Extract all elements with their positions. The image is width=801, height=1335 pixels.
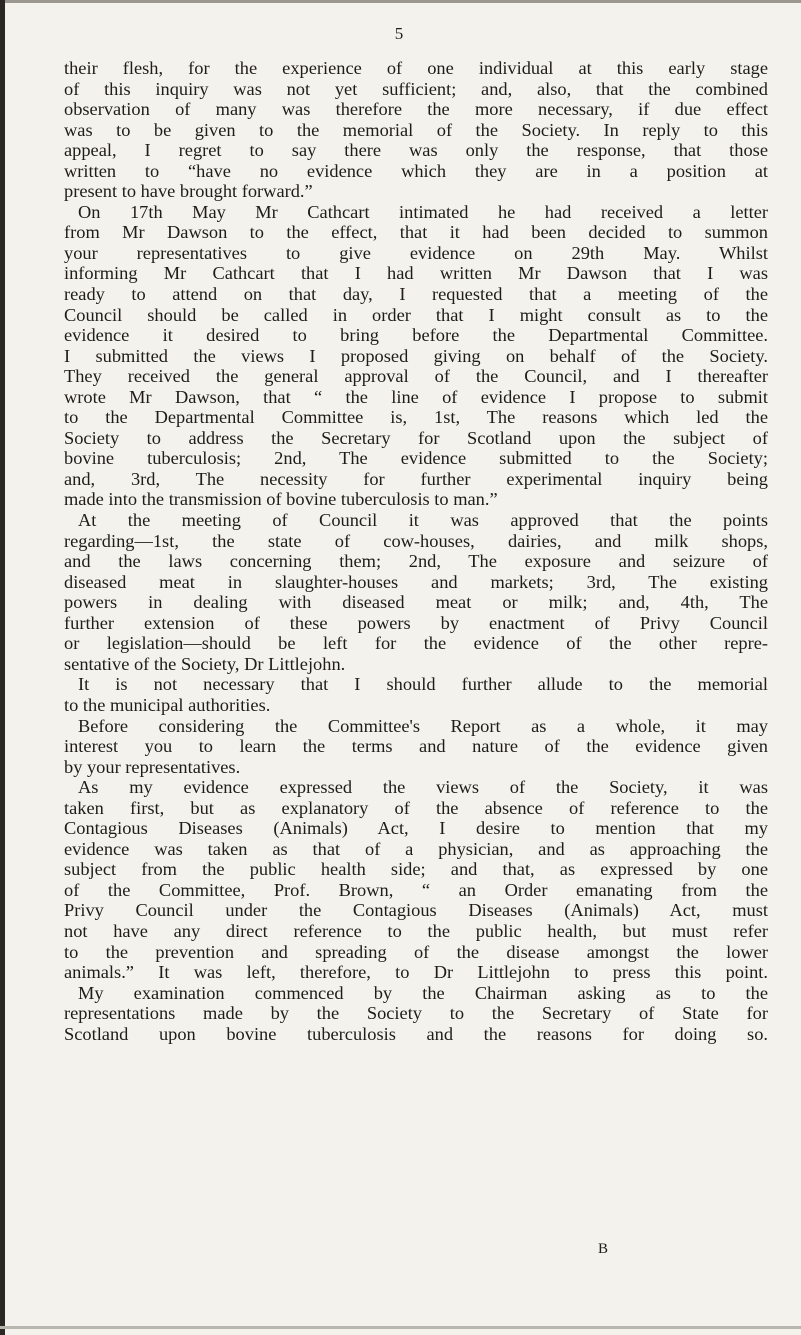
text-line: your representatives to give evidence on 29th May. Whilst bbox=[64, 242, 768, 263]
text-line: informing Mr Cathcart that I had written Mr Dawson that I was bbox=[64, 263, 768, 284]
text-line: was to be given to the memorial of the Society. In reply to this bbox=[64, 119, 768, 140]
text-line: and, 3rd, The necessity for further experimental inquiry being bbox=[64, 468, 768, 489]
text-line: Contagious Diseases (Animals) Act, I desire to mention that my bbox=[64, 818, 768, 839]
text-line: made into the transmission of bovine tuberculosis to man.” bbox=[64, 489, 498, 510]
text-line: by your representatives. bbox=[64, 756, 241, 777]
bottom-page-edge bbox=[0, 1326, 801, 1329]
text-line: present to have brought forward.” bbox=[64, 181, 313, 202]
text-line: appeal, I regret to say there was only the response, that those bbox=[64, 140, 768, 161]
text-line: written to “have no evidence which they are in a position at bbox=[64, 160, 768, 181]
text-line: Society to address the Secretary for Scotland upon the subject of bbox=[64, 427, 768, 448]
text-line: to the Departmental Committee is, 1st, The reasons which led the bbox=[64, 407, 768, 428]
text-line: My examination commenced by the Chairman asking as to the bbox=[78, 982, 768, 1003]
text-line: I submitted the views I proposed giving on behalf of the Society. bbox=[64, 345, 768, 366]
text-line: or legislation—should be left for the evidence of the other repre- bbox=[64, 633, 768, 654]
text-line: bovine tuberculosis; 2nd, The evidence submitted to the Society; bbox=[64, 448, 768, 469]
text-line: Privy Council under the Contagious Diseases (Animals) Act, must bbox=[64, 900, 768, 921]
text-line: On 17th May Mr Cathcart intimated he had received a letter bbox=[78, 201, 768, 222]
text-line: further extension of these powers by enactment of Privy Council bbox=[64, 612, 768, 633]
text-line: evidence it desired to bring before the Departmental Committee. bbox=[64, 325, 768, 346]
text-line: evidence was taken as that of a physician, and as approaching the bbox=[64, 838, 768, 859]
text-line: and the laws concerning them; 2nd, The exposure and seizure of bbox=[64, 551, 768, 572]
text-line: to the prevention and spreading of the disease amongst the lower bbox=[64, 941, 768, 962]
text-line: wrote Mr Dawson, that “ the line of evidence I propose to submit bbox=[64, 386, 768, 407]
text-line: They received the general approval of the Council, and I thereafter bbox=[64, 366, 768, 387]
top-page-edge bbox=[0, 0, 801, 3]
text-line: to the municipal authorities. bbox=[64, 694, 271, 715]
text-line: animals.” It was left, therefore, to Dr Littlejohn to press this point. bbox=[64, 962, 768, 983]
text-line: diseased meat in slaughter-houses and markets; 3rd, The existing bbox=[64, 571, 768, 592]
text-line: not have any direct reference to the public health, but must refer bbox=[64, 920, 768, 941]
text-line: interest you to learn the terms and nature of the evidence given bbox=[64, 736, 768, 757]
text-line: Scotland upon bovine tuberculosis and the reasons for doing so. bbox=[64, 1023, 768, 1044]
text-line: of this inquiry was not yet sufficient; and, also, that the combined bbox=[64, 78, 768, 99]
text-line: of the Committee, Prof. Brown, “ an Order emanating from the bbox=[64, 879, 768, 900]
text-line: It is not necessary that I should further allude to the memorial bbox=[78, 674, 768, 695]
text-line: Before considering the Committee's Report as a whole, it may bbox=[78, 715, 768, 736]
binding-edge bbox=[0, 0, 5, 1335]
text-line: As my evidence expressed the views of the Society, it was bbox=[78, 777, 768, 798]
body-text bbox=[64, 58, 768, 1044]
signature-mark: B bbox=[597, 1241, 608, 1257]
text-line: their flesh, for the experience of one individual at this early stage bbox=[64, 58, 768, 78]
text-line: taken first, but as explanatory of the absence of reference to the bbox=[64, 797, 768, 818]
text-line: ready to attend on that day, I requested that a meeting of the bbox=[64, 284, 768, 305]
text-line: Council should be called in order that I might consult as to the bbox=[64, 304, 768, 325]
text-line: sentative of the Society, Dr Littlejohn. bbox=[64, 653, 346, 674]
text-line: powers in dealing with diseased meat or milk; and, 4th, The bbox=[64, 592, 768, 613]
page-number: 5 bbox=[394, 24, 404, 43]
text-line: from Mr Dawson to the effect, that it had been decided to summon bbox=[64, 222, 768, 243]
text-line: At the meeting of Council it was approved that the points bbox=[78, 510, 768, 531]
text-line: observation of many was therefore the more necessary, if due effect bbox=[64, 99, 768, 120]
text-line: regarding—1st, the state of cow-houses, dairies, and milk shops, bbox=[64, 530, 768, 551]
text-line: subject from the public health side; and that, as expressed by one bbox=[64, 859, 768, 880]
text-line: representations made by the Society to the Secretary of State for bbox=[64, 1003, 768, 1024]
